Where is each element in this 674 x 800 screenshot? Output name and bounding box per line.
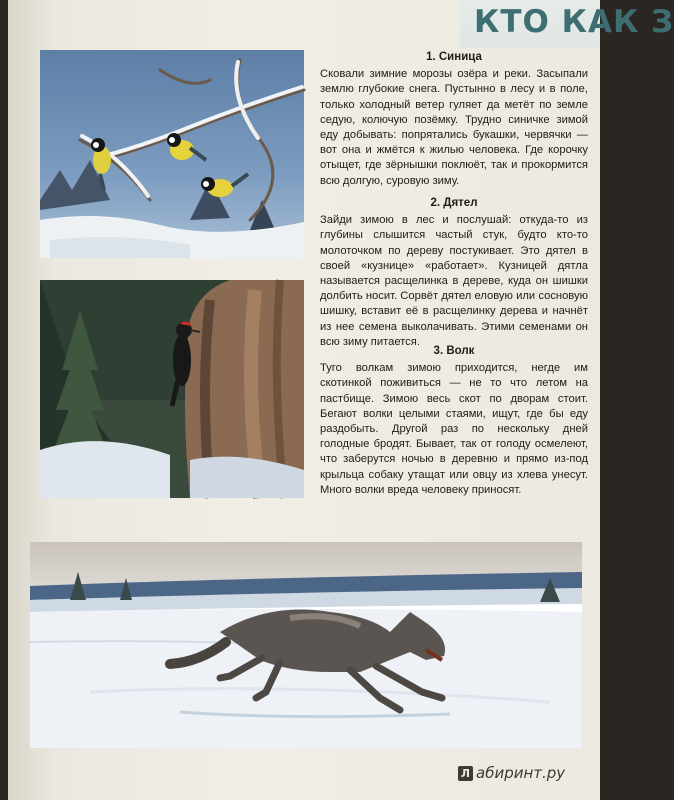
publisher-name: абиринт.ру bbox=[476, 764, 566, 782]
illustration-wolf bbox=[30, 542, 582, 748]
section-heading: КТО КАК З bbox=[474, 4, 674, 40]
publisher-watermark bbox=[458, 764, 565, 782]
story-title: 3. Волк bbox=[433, 345, 475, 357]
story-titmouse bbox=[320, 50, 588, 189]
illustration-woodpecker bbox=[40, 280, 304, 498]
story-woodpecker bbox=[320, 196, 588, 350]
illustration-tits bbox=[40, 50, 304, 258]
story-wolf bbox=[320, 344, 588, 498]
story-title: 1. Синица bbox=[426, 51, 482, 63]
story-text: Туго волкам зимою приходится, негде им скотинкой поживиться — не то что летом на пастбище. Зимою весь скот по дворам стоит. Бегают волки целыми стаями, ищут, где бы еду раздобыть. Другой раз по нескольку дней голодные бродят. Бывает, так от голоду осмелеют, что заберутся ночью в деревню и прямо из-под крыльца собаку утащат или овцу из хлева унесут. Много волки вреда человеку приносят. bbox=[320, 362, 588, 496]
publisher-logo-icon: Л bbox=[458, 766, 473, 781]
story-text: Зайди зимою в лес и послушай: откуда-то из глубины слышится частый стук, будто кто-то молоточком по дереву постукивает. Это дятел в своей «кузнице» «работает». Кузницей дятла называется расщелинка в дереве, куда он шишки долбить носит. Сорвёт дятел еловую или сосновую шишку, вставит её в расщелинку дерева и начнёт из нее семена выколачивать. Этими семенами он всю зиму питается. bbox=[320, 214, 588, 348]
story-text: Сковали зимние морозы озёра и реки. Засыпали землю глубокие снега. Пустынно в лесу и в поле, только холодный ветер гуляет да метёт по земле седую, колючую позёмку. Трудно синичке зимой еду добывать: попрятались букашки, червячки — вот она и жмётся к жилью человека. Где корочку отыщет, где зёрнышки поклюёт, так и прокормится всю долгую, суровую зиму. bbox=[320, 68, 588, 187]
book-page bbox=[8, 0, 674, 800]
story-title: 2. Дятел bbox=[430, 197, 478, 209]
